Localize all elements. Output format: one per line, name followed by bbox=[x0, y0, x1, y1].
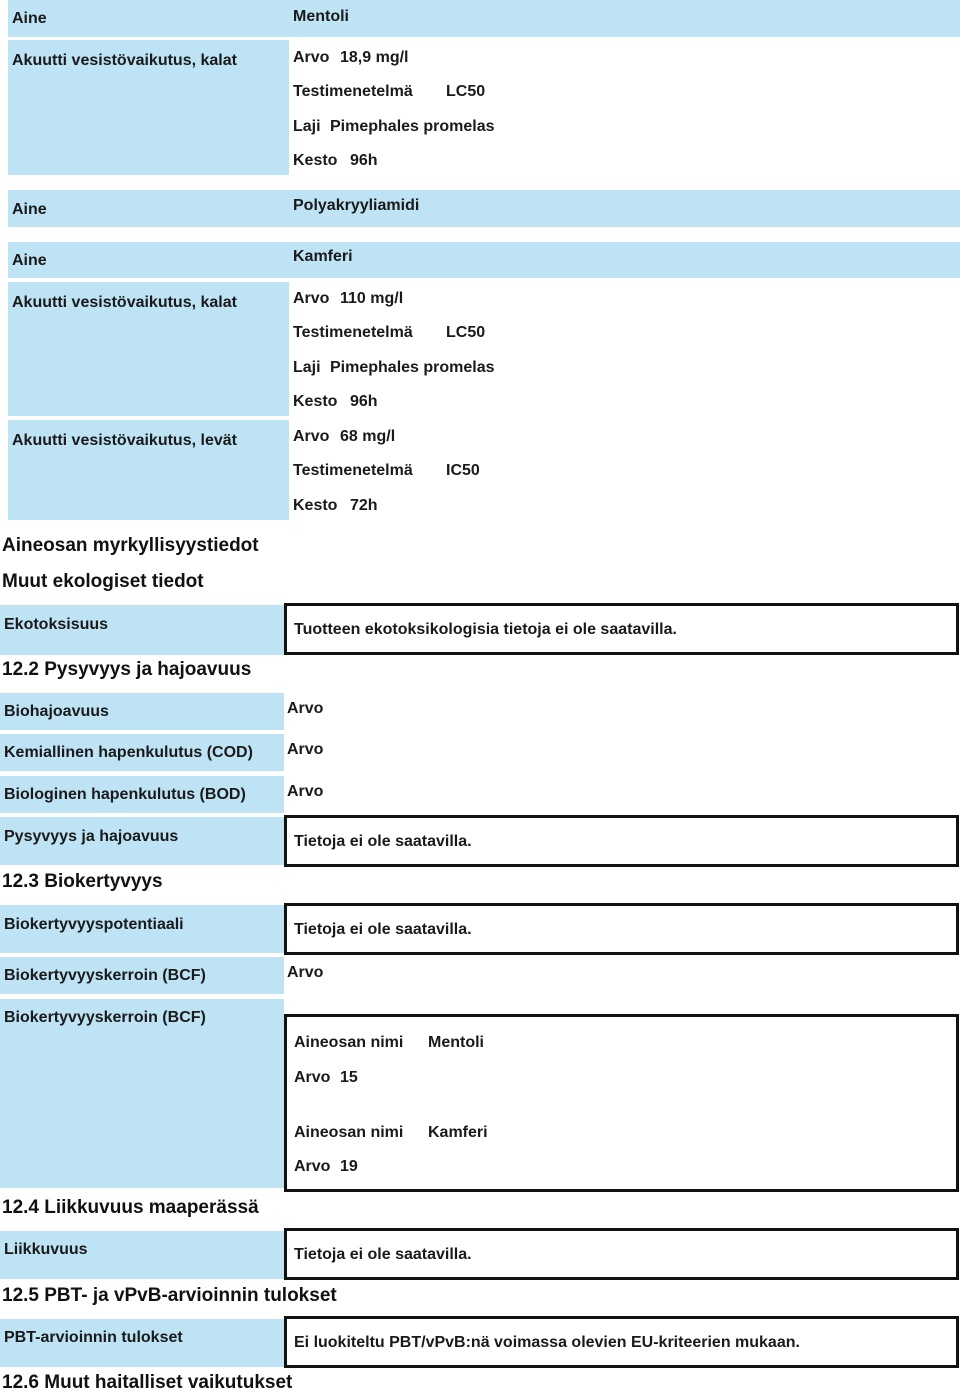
row-aine-mentoli-value-cell bbox=[289, 0, 960, 37]
ekotoksisuus-label-cell bbox=[0, 605, 284, 655]
bcf2-entry1-arvo-value: 15 bbox=[340, 1069, 358, 1086]
duration-label: Kesto bbox=[293, 497, 338, 514]
method-value: LC50 bbox=[446, 83, 486, 100]
pbt-value: Ei luokiteltu PBT/vPvB:nä voimassa olevien EU-kriteerien mukaan. bbox=[294, 1334, 800, 1351]
heading-12-3: 12.3 Biokertyvyys bbox=[2, 871, 163, 892]
bod-label: Biologinen hapenkulutus (BOD) bbox=[4, 786, 246, 803]
method-label: Testimenetelmä bbox=[293, 462, 413, 479]
row-label: Aine bbox=[12, 252, 47, 269]
cod-label-cell bbox=[0, 734, 284, 771]
row-aine-mentoli-label-cell bbox=[8, 0, 289, 37]
bcf2-label: Biokertyvyyskerroin (BCF) bbox=[4, 1009, 206, 1026]
pysyvyys-label-cell bbox=[0, 817, 284, 865]
cod-label: Kemiallinen hapenkulutus (COD) bbox=[4, 744, 253, 761]
bcf2-label-cell bbox=[0, 999, 284, 1188]
bcf2-entry2-arvo-label: Arvo bbox=[294, 1158, 331, 1175]
row-aine-polyakryyliamidi-value-cell bbox=[289, 190, 960, 227]
arvo-value: 68 mg/l bbox=[340, 428, 396, 445]
bcf1-label-cell bbox=[0, 957, 284, 994]
row-acute-fish-1-label-cell bbox=[8, 40, 289, 175]
arvo-label: Arvo bbox=[293, 290, 330, 307]
bio-potential-label: Biokertyvyyspotentiaali bbox=[4, 916, 184, 933]
bod-value: Arvo bbox=[287, 783, 324, 800]
species-value: Pimephales promelas bbox=[330, 118, 495, 135]
duration-label: Kesto bbox=[293, 152, 338, 169]
bcf1-label: Biokertyvyyskerroin (BCF) bbox=[4, 967, 206, 984]
ekotoksisuus-label: Ekotoksisuus bbox=[4, 616, 109, 633]
species-label: Laji bbox=[293, 118, 321, 135]
cod-value: Arvo bbox=[287, 741, 324, 758]
biohajoavuus-label-cell bbox=[0, 693, 284, 730]
arvo-label: Arvo bbox=[293, 428, 330, 445]
mobility-value: Tietoja ei ole saatavilla. bbox=[294, 1246, 472, 1263]
row-label: Aine bbox=[12, 201, 47, 218]
bcf2-entry1-name-value: Mentoli bbox=[428, 1034, 484, 1051]
biohajoavuus-label: Biohajoavuus bbox=[4, 703, 109, 720]
pysyvyys-value: Tietoja ei ole saatavilla. bbox=[294, 833, 472, 850]
bod-label-cell bbox=[0, 776, 284, 813]
row-value: Mentoli bbox=[293, 8, 349, 25]
heading-12-4: 12.4 Liikkuvuus maaperässä bbox=[2, 1197, 259, 1218]
row-acute-fish-2-label-cell bbox=[8, 282, 289, 416]
method-value: IC50 bbox=[446, 462, 480, 479]
bcf2-entry1-name-label: Aineosan nimi bbox=[294, 1034, 404, 1051]
bio-potential-label-cell bbox=[0, 905, 284, 953]
method-value: LC50 bbox=[446, 324, 486, 341]
biohajoavuus-value: Arvo bbox=[287, 700, 324, 717]
row-value: Polyakryyliamidi bbox=[293, 197, 420, 214]
row-label: Akuutti vesistövaikutus, kalat bbox=[12, 52, 237, 69]
row-aine-kamferi-label-cell bbox=[8, 242, 289, 278]
row-aine-kamferi-value-cell bbox=[289, 242, 960, 278]
heading-component-toxicity: Aineosan myrkyllisyystiedot bbox=[2, 535, 259, 556]
heading-12-6: 12.6 Muut haitalliset vaikutukset bbox=[2, 1372, 293, 1393]
bcf2-entry2-name-value: Kamferi bbox=[428, 1124, 488, 1141]
bcf2-entry2-arvo-value: 19 bbox=[340, 1158, 358, 1175]
row-acute-algae-label-cell bbox=[8, 420, 289, 520]
row-label: Aine bbox=[12, 10, 47, 27]
heading-12-2: 12.2 Pysyvyys ja hajoavuus bbox=[2, 659, 252, 680]
bcf2-entry2-name-label: Aineosan nimi bbox=[294, 1124, 404, 1141]
bcf1-value: Arvo bbox=[287, 964, 324, 981]
pbt-label: PBT-arvioinnin tulokset bbox=[4, 1329, 183, 1346]
bio-potential-value: Tietoja ei ole saatavilla. bbox=[294, 921, 472, 938]
pbt-label-cell bbox=[0, 1319, 284, 1367]
row-value: Kamferi bbox=[293, 248, 353, 265]
species-value: Pimephales promelas bbox=[330, 359, 495, 376]
method-label: Testimenetelmä bbox=[293, 83, 413, 100]
row-aine-polyakryyliamidi-label-cell bbox=[8, 190, 289, 227]
arvo-label: Arvo bbox=[293, 49, 330, 66]
row-label: Akuutti vesistövaikutus, kalat bbox=[12, 294, 237, 311]
duration-label: Kesto bbox=[293, 393, 338, 410]
arvo-value: 18,9 mg/l bbox=[340, 49, 409, 66]
heading-12-5: 12.5 PBT- ja vPvB-arvioinnin tulokset bbox=[2, 1285, 337, 1306]
pysyvyys-label: Pysyvyys ja hajoavuus bbox=[4, 828, 179, 845]
heading-other-ecological-info: Muut ekologiset tiedot bbox=[2, 571, 204, 592]
duration-value: 96h bbox=[350, 393, 378, 410]
duration-value: 96h bbox=[350, 152, 378, 169]
method-label: Testimenetelmä bbox=[293, 324, 413, 341]
arvo-value: 110 mg/l bbox=[340, 290, 404, 307]
mobility-label-cell bbox=[0, 1231, 284, 1279]
species-label: Laji bbox=[293, 359, 321, 376]
duration-value: 72h bbox=[350, 497, 378, 514]
row-label: Akuutti vesistövaikutus, levät bbox=[12, 432, 237, 449]
bcf2-entry1-arvo-label: Arvo bbox=[294, 1069, 331, 1086]
ekotoksisuus-value: Tuotteen ekotoksikologisia tietoja ei ole saatavilla. bbox=[294, 621, 677, 638]
mobility-label: Liikkuvuus bbox=[4, 1241, 88, 1258]
